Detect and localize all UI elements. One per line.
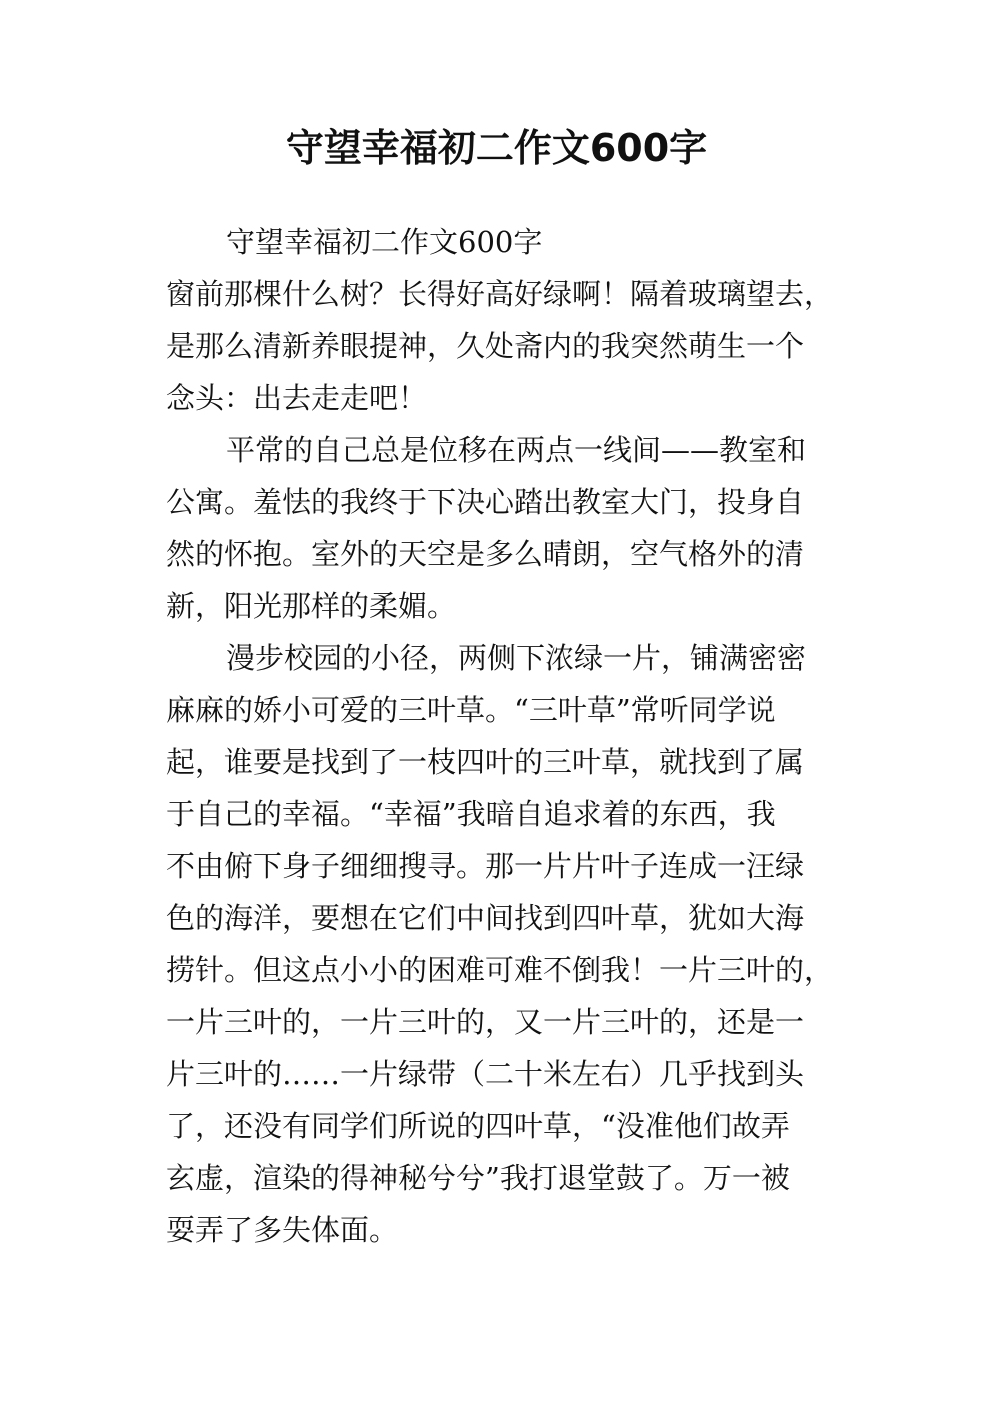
text-line: 玄虚，渲染的得神秘兮兮”我打退堂鼓了。万一被 [166,1161,790,1195]
text-line: 是那么清新养眼提神，久处斋内的我突然萌生一个 [166,329,805,363]
text-line: 麻麻的娇小可爱的三叶草。“三叶草”常听同学说 [166,693,776,727]
text-line: 片三叶的……一片绿带（二十米左右）几乎找到头 [166,1057,805,1091]
text-line: 窗前那棵什么树？长得好高好绿啊！隔着玻璃望去， [166,277,834,311]
text-line: 新，阳光那样的柔媚。 [166,589,457,623]
text-line: 一片三叶的，一片三叶的，又一片三叶的，还是一 [166,1005,805,1039]
text-line: 起，谁要是找到了一枝四叶的三叶草，就找到了属 [166,745,805,779]
text-line: 然的怀抱。室外的天空是多么晴朗，空气格外的清 [166,537,805,571]
text-line: 于自己的幸福。“幸福”我暗自追求着的东西，我 [166,797,776,831]
text-line: 漫步校园的小径，两侧下浓绿一片，铺满密密 [226,641,807,675]
text-line: 公寓。羞怯的我终于下决心踏出教室大门，投身自 [166,485,805,519]
text-line: 捞针。但这点小小的困难可难不倒我！一片三叶的， [166,953,834,987]
text-line: 耍弄了多失体面。 [166,1213,399,1247]
text-line: 色的海洋，要想在它们中间找到四叶草，犹如大海 [166,901,805,935]
text-line: 了，还没有同学们所说的四叶草，“没准他们故弄 [166,1109,790,1143]
text-line: 不由俯下身子细细搜寻。那一片片叶子连成一汪绿 [166,849,805,883]
text-line: 平常的自己总是位移在两点一线间——教室和 [226,433,807,467]
document-body [166,216,856,1256]
document-title: 守望幸福初二作文600字 [285,126,708,170]
paragraph-subtitle: 守望幸福初二作文600字 [226,225,543,259]
text-line: 念头：出去走走吧！ [166,381,428,415]
